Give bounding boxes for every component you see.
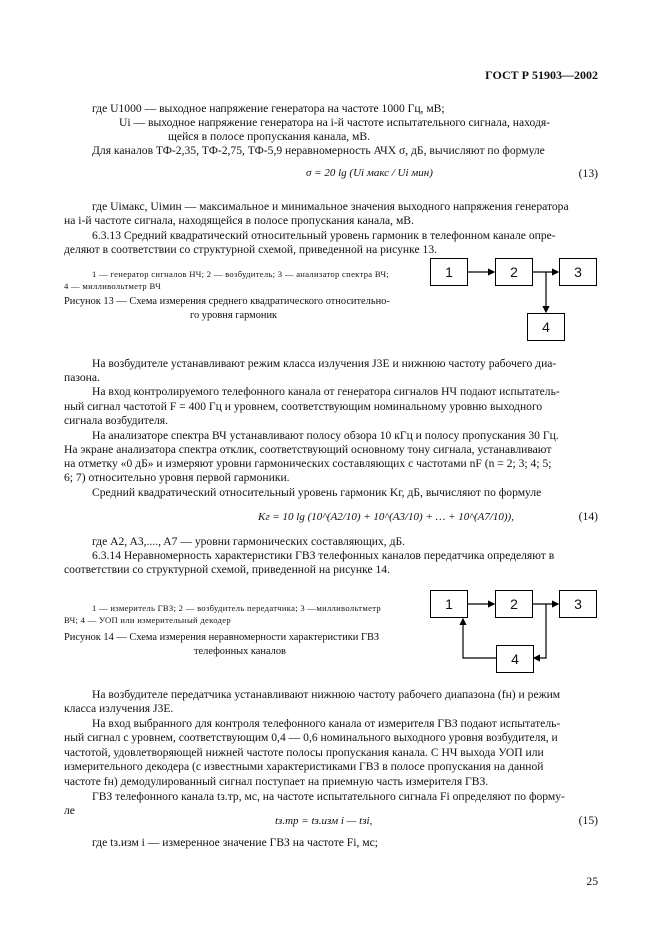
paragraph-analyzer-3: на отметку «0 дБ» и измеряют уровни гармонических составляющих с частотами nF (n = 2; 3; 4; 5; — [64, 457, 552, 470]
figure-14-caption-cont: телефонных каналов — [194, 646, 286, 657]
paragraph-analyzer-2: На экране анализатора спектра отклик, соответствующий основному тону сигнала, устанавливают — [64, 443, 552, 456]
paragraph-test-signal: На вход контролируемого телефонного канала от генератора сигналов НЧ подают испытатель- — [92, 385, 560, 398]
definition-ui-cont: щейся в полосе пропускания канала, мВ. — [168, 130, 371, 143]
formula-13: σ = 20 lg (Ui макс / Ui мин) — [306, 167, 433, 179]
formula-14-number: (14) — [578, 510, 598, 523]
paragraph-exciter-mode: На возбудителе устанавливают режим класса излучения J3E и нижнюю частоту рабочего диа- — [92, 357, 557, 370]
paragraph-kg-intro: Средний квадратический относительный уровень гармоник Kг, дБ, вычисляют по формуле — [92, 486, 542, 499]
paragraph-gvz-signal: На вход выбранного для контроля телефонного канала от измерителя ГВЗ подают испытатель- — [92, 717, 561, 730]
paragraph-transmitter-mode: На возбудителе передатчика устанавливают нижнюю частоту рабочего диапазона (fн) и режим — [92, 688, 561, 701]
figure-14-block-1: 1 — [430, 590, 468, 618]
figure-13-legend-line1: 1 — генератор сигналов НЧ; 2 — возбудитель; 3 — анализатор спектра ВЧ; — [92, 269, 390, 279]
definition-umax-umin: где Uiмакс, Uiмин — максимальное и минимальное значения выходного напряжения генератора — [92, 200, 569, 213]
paragraph-gvz-signal-5: частоте fн) демодулированный сигнал поступает на приемную часть измерителя ГВЗ. — [64, 775, 489, 788]
paragraph-transmitter-mode-cont: класса излучения J3E. — [64, 702, 174, 715]
figure-14-block-3: 3 — [559, 590, 597, 618]
definition-harmonics: где A2, A3,...., A7 — уровни гармонических составляющих, дБ. — [92, 535, 406, 548]
formula-14: Kг = 10 lg (10^(A2/10) + 10^(A3/10) + … + 10^(A7/10)), — [258, 511, 514, 523]
clause-6-3-14: 6.3.14 Неравномерность характеристики ГВЗ телефонных каналов передатчика определяют в — [92, 549, 555, 562]
page-number: 25 — [586, 875, 598, 888]
figure-13-caption: Рисунок 13 — Схема измерения среднего квадратического относительно- — [64, 296, 390, 307]
paragraph-test-signal-3: сигнала возбудителя. — [64, 414, 169, 427]
figure-13-block-1: 1 — [430, 258, 468, 286]
paragraph-exciter-mode-cont: пазона. — [64, 371, 100, 384]
clause-6-3-14-cont: соответствии со структурной схемой, приведенной на рисунке 14. — [64, 563, 390, 576]
paragraph-gvz-formula-intro: ГВЗ телефонного канала tз.тр, мс, на частоте испытательного сигнала Fi определяют по форму- — [92, 790, 565, 803]
figure-13-caption-cont: го уровня гармоник — [190, 310, 278, 321]
formula-13-number: (13) — [578, 167, 598, 180]
figure-13-block-2: 2 — [495, 258, 533, 286]
formula-15: tз.тр = tз.изм i — tзi, — [275, 815, 373, 827]
clause-6-3-13: 6.3.13 Средний квадратический относительный уровень гармоник в телефонном канале опре- — [92, 229, 556, 242]
figure-13-legend-line2: 4 — милливольтметр ВЧ — [64, 281, 161, 291]
figure-14-block-2: 2 — [495, 590, 533, 618]
paragraph-test-signal-2: ный сигнал частотой F = 400 Гц и уровнем, соответствующим номинальному уровню выходного — [64, 400, 543, 413]
paragraph-gvz-signal-3: частотой, удовлетворяющей нижней частоте полосы пропускания канала. С НЧ выхода УОП или — [64, 746, 544, 759]
formula-15-number: (15) — [578, 814, 598, 827]
figure-14-legend-line1: 1 — измеритель ГВЗ; 2 — возбудитель передатчика; 3 —милливольтметр — [92, 603, 381, 613]
paragraph-gvz-signal-4: измерительного декодера (с известными характеристиками ГВЗ в полосе пропускания на данной — [64, 760, 544, 773]
definition-ui: Ui — выходное напряжение генератора на i-й частоте испытательного сигнала, находя- — [119, 116, 551, 129]
paragraph-sigma-intro: Для каналов ТФ-2,35, ТФ-2,75, ТФ-5,9 неравномерность АЧХ σ, дБ, вычисляют по формуле — [92, 144, 545, 157]
paragraph-analyzer: На анализаторе спектра ВЧ устанавливают полосу обзора 10 кГц и полосу пропускания 30 Гц. — [92, 429, 559, 442]
paragraph-analyzer-4: 6; 7) относительно уровня первой гармоники. — [64, 471, 290, 484]
figure-14-caption: Рисунок 14 — Схема измерения неравномерности характеристики ГВЗ — [64, 632, 380, 643]
figure-14-legend-line2: ВЧ; 4 — УОП или измерительный декодер — [64, 615, 231, 625]
figure-13-block-4: 4 — [527, 313, 565, 341]
paragraph-gvz-signal-2: ный сигнал с уровнем, соответствующим 0,4 — 0,6 номинального выходного уровня возбудителя, и — [64, 731, 558, 744]
clause-6-3-13-cont: деляют в соответствии со структурной схемой, приведенной на рисунке 13. — [64, 243, 438, 256]
paragraph-gvz-formula-intro-cont: ле — [64, 804, 75, 817]
figure-14-block-4: 4 — [496, 645, 534, 673]
definition-umax-umin-cont: на i-й частоте сигнала, находящейся в полосе пропускания канала, мВ. — [64, 214, 414, 227]
standard-header: ГОСТ Р 51903—2002 — [485, 68, 598, 82]
definition-u1000: где U1000 — выходное напряжение генератора на частоте 1000 Гц, мВ; — [92, 102, 445, 115]
definition-t-measured: где tз.изм i — измеренное значение ГВЗ на частоте Fi, мс; — [92, 836, 378, 849]
figure-13-block-3: 3 — [559, 258, 597, 286]
